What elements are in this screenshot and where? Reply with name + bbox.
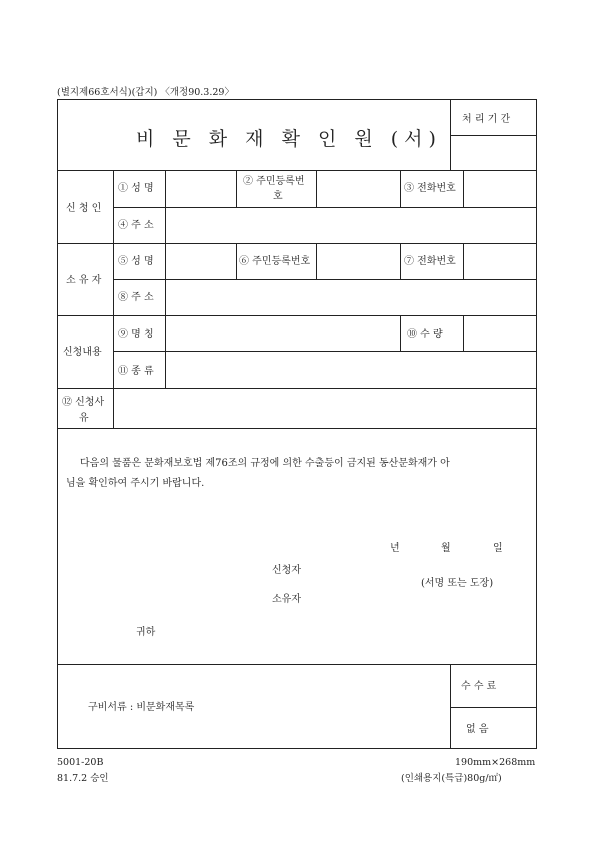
paper-spec: (인쇄용지(특급)80g/㎡) bbox=[401, 773, 502, 784]
date-year: 년 bbox=[390, 543, 400, 554]
applicant-address-label: ④ 주 소 bbox=[118, 220, 154, 231]
processing-period-label: 처 리 기 간 bbox=[462, 114, 511, 125]
owner-phone-label: ⑦ 전화번호 bbox=[404, 256, 456, 267]
applicant-name-label: ① 성 명 bbox=[118, 183, 154, 194]
date-day: 일 bbox=[493, 543, 503, 554]
applicant-reg-no-label: ② 주민등록번 bbox=[243, 176, 305, 187]
form-number-note: (별지제66호서식)(갑지) 〈개정90.3.29〉 bbox=[57, 87, 234, 98]
addressee: 귀하 bbox=[136, 627, 156, 638]
approval-date: 81.7.2 승인 bbox=[57, 773, 109, 784]
owner-address-label: ⑧ 주 소 bbox=[118, 292, 154, 303]
signer-applicant-label: 신청자 bbox=[272, 565, 301, 576]
owner-name-label: ⑤ 성 명 bbox=[118, 256, 154, 267]
request-section-label: 신청내용 bbox=[63, 347, 102, 358]
signer-owner-label: 소유자 bbox=[272, 594, 301, 605]
paper-size: 190mm×268mm bbox=[455, 757, 536, 768]
owner-reg-no-label: ⑥ 주민등록번호 bbox=[239, 256, 311, 267]
statement-line2: 님을 확인하여 주시기 바랍니다. bbox=[66, 478, 205, 489]
item-name-label: ⑨ 명 칭 bbox=[118, 329, 154, 340]
signature-note: (서명 또는 도장) bbox=[421, 578, 494, 589]
required-documents: 구비서류 : 비문화재목록 bbox=[88, 702, 195, 713]
applicant-phone-label: ③ 전화번호 bbox=[404, 183, 456, 194]
applicant-section-label: 신 청 인 bbox=[66, 203, 102, 214]
form-code: 5001-20B bbox=[57, 757, 104, 768]
form-title: 비 문 화 재 확 인 원 (서) bbox=[136, 128, 442, 150]
fee-value: 없 음 bbox=[466, 724, 489, 735]
statement-line1: 다음의 물품은 문화재보호법 제76조의 규정에 의한 수출등이 금지된 동산문화재가 아 bbox=[80, 458, 450, 469]
item-type-label: ⑪ 종 류 bbox=[118, 366, 154, 377]
quantity-label: ⑩ 수 량 bbox=[407, 329, 443, 340]
fee-label: 수 수 료 bbox=[461, 681, 497, 692]
reason-label: ⑫ 신청사 bbox=[62, 397, 105, 408]
date-month: 월 bbox=[441, 543, 451, 554]
owner-section-label: 소 유 자 bbox=[66, 275, 102, 286]
reason-label-cont: 유 bbox=[79, 413, 89, 424]
applicant-reg-no-label-cont: 호 bbox=[273, 191, 283, 202]
